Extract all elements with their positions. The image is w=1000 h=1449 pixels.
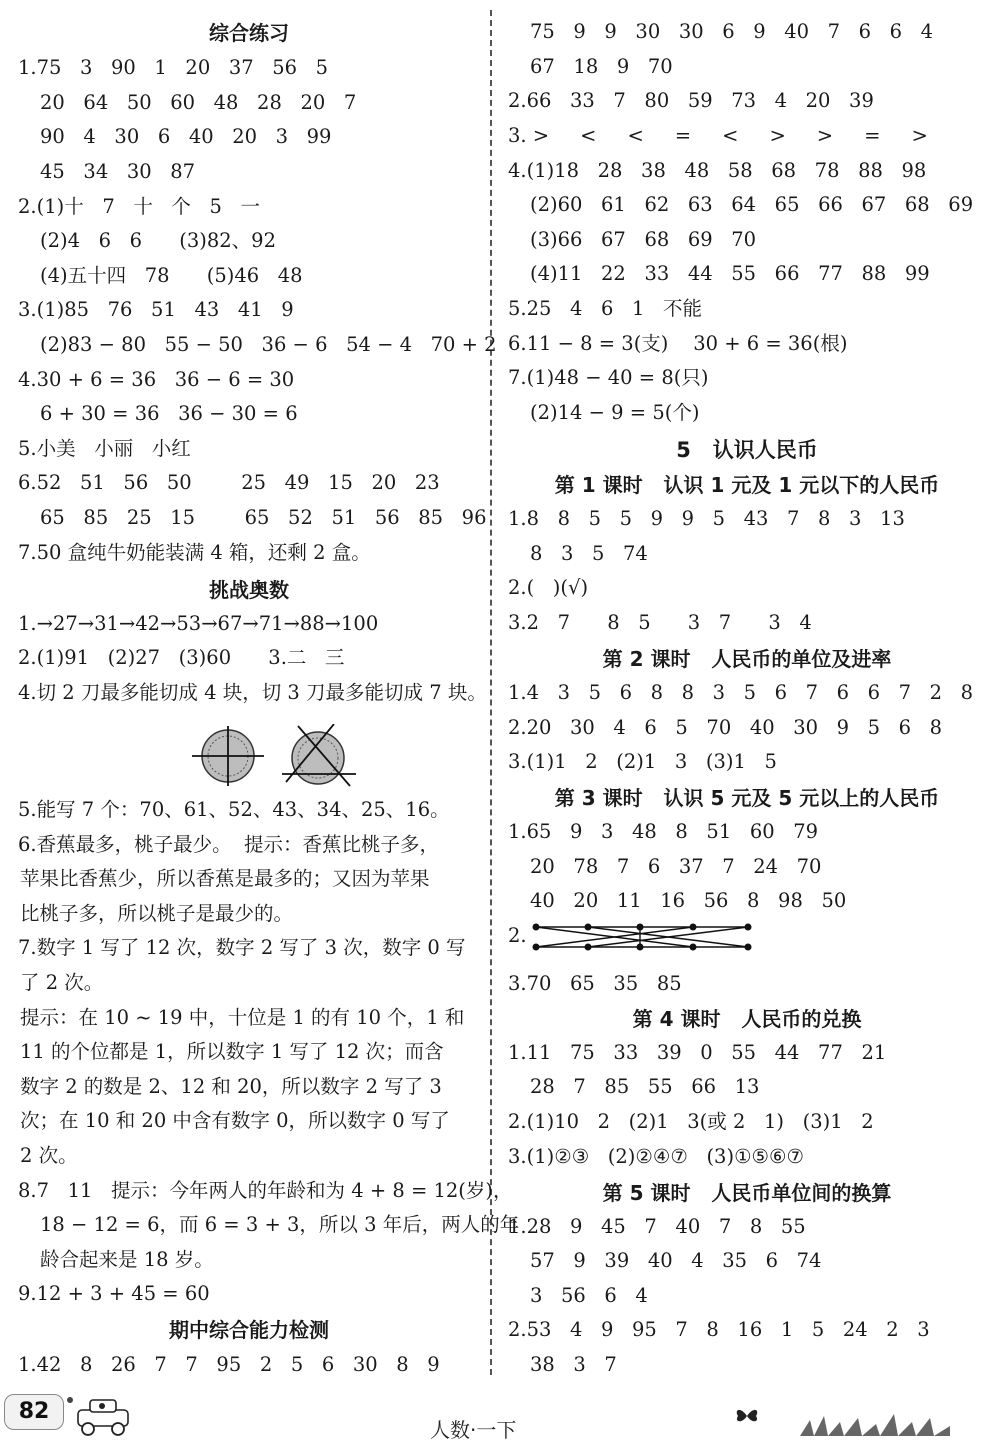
answer-line: 2.	[508, 924, 527, 947]
answer-line: 2.( )(√)	[508, 576, 589, 599]
answer-line: 1.→27→31→42→53→67→71→88→100	[18, 612, 379, 635]
answer-line: 3.(1)85 76 51 43 41 9	[18, 298, 294, 321]
answer-line: 苹果比香蕉少，所以香蕉是最多的；又因为苹果	[20, 867, 430, 890]
answer-line: 6.香蕉最多，桃子最少。 提示：香蕉比桃子多，	[18, 833, 440, 856]
lesson-title-3: 第 3 课时 认识 5 元及 5 元以上的人民币	[554, 786, 940, 810]
lesson-title-1: 第 1 课时 认识 1 元及 1 元以下的人民币	[554, 473, 940, 497]
lesson-title-4: 第 4 课时 人民币的兑换	[632, 1007, 862, 1031]
section-title-midterm: 期中综合能力检测	[169, 1318, 329, 1342]
hint-line: 2 次。	[20, 1144, 78, 1167]
answer-line: 1.4 3 5 6 8 8 3 5 6 7 6 6 7 2 8	[508, 681, 974, 704]
answer-line: 20 64 50 60 48 28 20 7	[40, 91, 357, 114]
answer-line: 7.数字 1 写了 12 次，数字 2 写了 3 次，数字 0 写	[18, 936, 466, 959]
answer-line: (2)60 61 62 63 64 65 66 67 68 69	[530, 193, 974, 216]
answer-line: 1.42 8 26 7 7 95 2 5 6 30 8 9	[18, 1353, 440, 1376]
answer-line: 3.(1)②③ (2)②④⑦ (3)①⑤⑥⑦	[508, 1145, 804, 1168]
answer-line: 比桃子多，所以桃子是最少的。	[20, 902, 294, 925]
answer-line: 4.切 2 刀最多能切成 4 块，切 3 刀最多能切成 7 块。	[18, 681, 487, 704]
answer-line: 3. > < < = < > > = >	[508, 124, 928, 147]
car-icon	[64, 1392, 134, 1438]
answer-line: 45 34 30 87	[40, 160, 196, 183]
answer-line: 20 78 7 6 37 7 24 70	[530, 855, 822, 878]
answer-line: 28 7 85 55 66 13	[530, 1075, 760, 1098]
answer-line: 90 4 30 6 40 20 3 99	[40, 125, 332, 148]
answer-line: 6.52 51 56 50 25 49 15 20 23	[18, 471, 440, 494]
answer-line: 8 3 5 74	[530, 542, 648, 565]
answer-line: (2)4 6 6 (3)82、92	[40, 229, 276, 252]
answer-line: 1.75 3 90 1 20 37 56 5	[18, 56, 329, 79]
answer-line: 2.20 30 4 6 5 70 40 30 9 5 6 8	[508, 716, 943, 739]
section-title-olympiad: 挑战奥数	[209, 578, 289, 602]
answer-line: (4)五十四 78 (5)46 48	[40, 264, 303, 287]
footer-subject: 人数·一下	[430, 1418, 517, 1442]
answer-line: (2)14 − 9 = 5(个)	[530, 401, 700, 424]
answer-line: 2.66 33 7 80 59 73 4 20 39	[508, 89, 874, 112]
answer-line: 龄合起来是 18 岁。	[40, 1248, 214, 1271]
answer-line: 75 9 9 30 30 6 9 40 7 6 6 4	[530, 20, 934, 43]
answer-line: 8.7 11 提示：今年两人的年龄和为 4 + 8 = 12(岁)，	[18, 1179, 513, 1202]
answer-line: 57 9 39 40 4 35 6 74	[530, 1249, 822, 1272]
answer-line: 3 56 6 4	[530, 1284, 648, 1307]
answer-line: 5.能写 7 个：70、61、52、43、34、25、16。	[18, 798, 450, 821]
answer-line: 4.30 + 6 = 36 36 − 6 = 30	[18, 368, 295, 391]
answer-line: 1.28 9 45 7 40 7 8 55	[508, 1215, 806, 1238]
answer-line: 65 85 25 15 65 52 51 56 85 96	[40, 506, 487, 529]
lesson-title-5: 第 5 课时 人民币单位间的换算	[602, 1181, 892, 1205]
answer-line: 6.11 − 8 = 3(支) 30 + 6 = 36(根)	[508, 332, 848, 355]
answer-line: 2.53 4 9 95 7 8 16 1 5 24 2 3	[508, 1318, 930, 1341]
answer-line: 40 20 11 16 56 8 98 50	[530, 889, 847, 912]
unit-title: 5 认识人民币	[676, 438, 818, 462]
answer-line: 5.小美 小丽 小红	[18, 437, 191, 460]
answer-line: 3.2 7 8 5 3 7 3 4	[508, 611, 812, 634]
answer-line: 2.(1)91 (2)27 (3)60 3.二 三	[18, 646, 345, 669]
answer-line: 7.50 盒纯牛奶能装满 4 箱，还剩 2 盒。	[18, 541, 371, 564]
answer-line: 5.25 4 6 1 不能	[508, 297, 703, 320]
answer-line: (4)11 22 33 44 55 66 77 88 99	[530, 262, 930, 285]
answer-line: (2)83 − 80 55 − 50 36 − 6 54 − 4 70 + 2	[40, 333, 497, 356]
circle-three-cuts	[282, 724, 356, 786]
answer-line: 7.(1)48 − 40 = 8(只)	[508, 366, 709, 389]
answer-line: 了 2 次。	[20, 971, 104, 994]
hint-line: 11 的个位都是 1，所以数字 1 写了 12 次；而含	[20, 1040, 444, 1063]
answer-line: 3.70 65 35 85	[508, 972, 682, 995]
answer-line: 2.(1)10 2 (2)1 3(或 2 1) (3)1 2	[508, 1110, 874, 1133]
answer-line: 1.11 75 33 39 0 55 44 77 21	[508, 1041, 887, 1064]
answer-line: 1.65 9 3 48 8 51 60 79	[508, 820, 819, 843]
answer-line: 9.12 + 3 + 45 = 60	[18, 1282, 210, 1305]
grass-decoration-icon	[800, 1400, 950, 1436]
answer-line: 38 3 7	[530, 1353, 617, 1376]
answer-line: (3)66 67 68 69 70	[530, 228, 757, 251]
matching-lines-figure	[528, 921, 758, 953]
cut-circle-figures	[186, 724, 386, 788]
hint-line: 提示：在 10 ~ 19 中，十位是 1 的有 10 个，1 和	[20, 1006, 465, 1029]
answer-line: 67 18 9 70	[530, 55, 673, 78]
answer-line: 6 + 30 = 36 36 − 30 = 6	[40, 402, 298, 425]
hint-line: 次；在 10 和 20 中含有数字 0，所以数字 0 写了	[20, 1109, 450, 1132]
lesson-title-2: 第 2 课时 人民币的单位及进率	[602, 647, 892, 671]
answer-line: 2.(1)十 7 十 个 5 一	[18, 195, 261, 218]
answer-line: 3.(1)1 2 (2)1 3 (3)1 5	[508, 750, 777, 773]
section-title-comprehensive: 综合练习	[209, 21, 289, 45]
hint-line: 数字 2 的数是 2、12 和 20，所以数字 2 写了 3	[20, 1075, 442, 1098]
answer-line: 1.8 8 5 5 9 9 5 43 7 8 3 13	[508, 507, 905, 530]
butterfly-icon	[732, 1404, 762, 1428]
answer-line: 18 − 12 = 6，而 6 = 3 + 3，所以 3 年后，两人的年	[40, 1213, 520, 1236]
answer-line: 4.(1)18 28 38 48 58 68 78 88 98	[508, 159, 927, 182]
page-number: 82	[4, 1394, 64, 1430]
circle-two-cuts	[192, 726, 264, 786]
column-divider	[490, 10, 492, 1375]
